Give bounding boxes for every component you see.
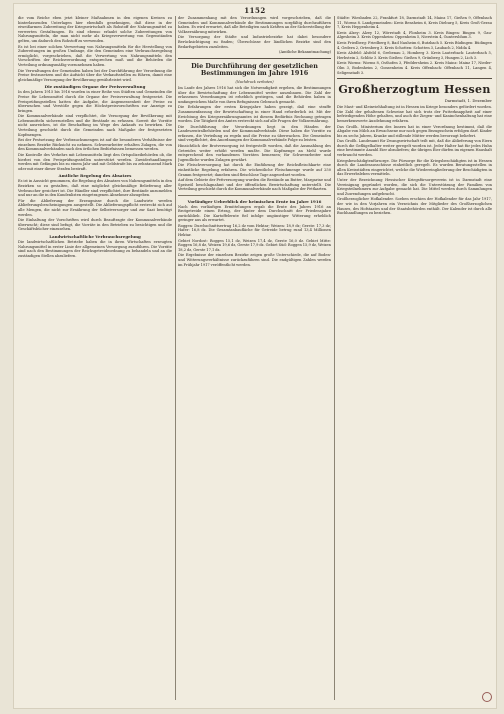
divider	[178, 195, 331, 196]
dateline: Darmstadt, 1. Dezember	[444, 98, 492, 104]
divider	[337, 78, 492, 79]
col1-paragraph: Für die Ablieferung der Erzeugnisse durch die Landwirte werden Ablieferungsbescheinigungen ausgestellt. Die Ablieferungspflicht erstreckt sich auf alle Mengen, die nicht zur Ernährung der Selbstversorger und zur Saat benötigt werden.	[18, 198, 172, 217]
column-3	[337, 16, 492, 700]
col1-paragraph: Die Verwaltungen der Gemeinden haben bei der Durchführung der Verordnung die Preise festzusetzen und die Aufsicht über die Verkaufsstellen zu führen, damit eine gleichmäßige Versorgung der Bevölkerung gewährleistet wird.	[18, 68, 172, 82]
col2-paragraph: Die Erfahrungen der ersten Kriegsjahre haben gezeigt, daß eine straffe Zusammenfassung der Bewirtschaftung in einer Hand erforderlich ist. Mit der Errichtung des Kriegsernährungsamtes ist diesem Bedürfnis Rechnung getragen worden. Die Tätigkeit des Amtes erstreckt sich auf alle Fragen der Volksernährung.	[178, 105, 331, 124]
col1-paragraph: Bei der Festsetzung der Verbrauchsmengen ist auf die besonderen Verhältnisse der einzelnen Bezirke Rücksicht zu nehmen. Schwerarbeiter erhalten Zulagen, die von den Kommunalverbänden nach den örtlichen Bedürfnissen bemessen werden.	[18, 138, 172, 152]
col3-item: Die Mast- und Kleinviehhaltung ist in Hessen im Kriege besonders gefördert worden. Die Zahl der gehaltenen Schweine hat sich trotz der Futterknappheit auf einer befriedigenden Höhe gehalten, und auch die Ziegen- und Kaninchenhaltung hat eine bemerkenswerte Ausdehnung erfahren.	[337, 105, 492, 123]
column-1	[18, 16, 172, 700]
col2-paragraph: Die Fleischversorgung hat durch die Einführung der Reichsfleischkarte eine einheitliche Regelung erfahren. Die wöchentliche Fleischmenge wurde auf 250 Gramm festgesetzt; daneben sind fleischlose Tage angeordnet worden.	[178, 163, 331, 177]
col3-paragraph: Kreis Friedberg: Friedberg 8, Bad Nauheim 6, Butzbach 5. Kreis Büdingen: Büdingen 4, Gedern 2, Ortenberg 3. Kreis Schotten: Schotten 3, Laubach 2, Nidda 4.	[337, 40, 492, 50]
page-number: 1152	[244, 6, 266, 15]
col3-item: Großherzoglicher Hofkalender. Soeben erschien der Hofkalender für das Jahr 1917, der wie in den Vorjahren ein Verzeichnis der Mitglieder des Großherzoglichen Hauses, des Hofstaates und der Staatsbehörden enthält. Der Kalender ist durch alle Buchhandlungen zu beziehen.	[337, 197, 492, 216]
col1-heading: Amtliche Regelung des Absatzes	[58, 173, 132, 179]
col1-paragraph: In den Jahren 1915 bis 1916 wurden in einer Reihe von Städten und Gemeinden die Preise für Lebensmittel durch die Organe der Preisverwaltung festgesetzt. Die Preisprüfungsstellen hatten die Aufgabe, die Angemessenheit der Preise zu überwachen und Verstöße gegen die Höchstpreisvorschriften zur Anzeige zu bringen.	[18, 90, 172, 113]
col2-paragraph: Im Laufe des Jahres 1916 hat sich die Notwendigkeit ergeben, die Bestimmungen über die Bewirtschaftung der Lebensmittel weiter auszubauen. Die Zahl der erlassenen Verordnungen ist erheblich gestiegen, und die Behörden haben in umfangreichem Maße von ihren Befugnissen Gebrauch gemacht.	[178, 85, 331, 104]
col3-item: Das Großh. Ministerium des Innern hat in einer Verordnung bestimmt, daß die Abgabe von Milch an Erwachsene nur noch gegen Bezugsschein erfolgen darf. Kinder bis zu sechs Jahren, Kranke und stillende Mütter werden bevorzugt beliefert.	[337, 124, 492, 138]
col1-paragraph: Die Einhaltung der Vorschriften wird durch Beauftragte der Kommunalverbände überwacht; diese sind befugt, die Vorräte in den Betrieben zu besichtigen und die Geschäftsbücher einzusehen.	[18, 218, 172, 232]
col1-paragraph: Die Kommunalverbände sind verpflichtet, die Versorgung der Bevölkerung mit Lebensmitteln sicherzustellen und die Bestände zu erfassen. Soweit die Vorräte nicht ausreichen, ist die Beschaffung im Wege des Ankaufs zu bewirken. Die Verteilung geschieht durch die Gemeinden nach Maßgabe der festgesetzten Kopfmengen.	[18, 114, 172, 137]
article-note: (Nachdruck verboten)	[235, 79, 274, 84]
col1-heading: Die zuständigen Organe der Preisverwaltung	[44, 84, 146, 90]
col2-paragraph: Gebiet Nordost: Roggen 15,1 dz, Weizen 17,4 dz, Gerste 16,0 dz. Gebiet Mitte: Roggen 16,8 dz, Weizen 19,6 dz, Gerste 17,9 dz. Gebiet Süd: Roggen 15,9 dz, Weizen 18,2 dz, Gerste 17,1 dz.	[178, 238, 331, 252]
col1-heading: Landwirtschaftliche Verbrauchsregelung	[49, 233, 141, 239]
col2-paragraph: der Zusammenhang mit den Verordnungen wird vorgeschrieben, daß die Gemeinden und Kommunalverbände die Bestimmungen sorgfältig durchzuführen haben. Es wird erwartet, daß alle Beteiligten nach Kräften an der Sicherstellung der Volksernährung mitwirken.	[178, 16, 331, 34]
col3-paragraph: Städte: Wiesbaden 22, Frankfurt 18, Darmstadt 14, Mainz 17, Gießen 9, Offenbach 11, Worms 8. Landgemeinden: Kreis Bensheim 6, Kreis Dieburg 5, Kreis Groß-Gerau 7, Kreis Heppenheim 4.	[337, 16, 492, 30]
section-title: Großherzogtum Hessen	[338, 83, 491, 97]
col2-paragraph: Hinsichtlich der Brotversorgung ist festgestellt worden, daß die Ausmahlung des Getreides weiter erhöht werden mußte. Die Kopfmenge an Mehl wurde entsprechend den vorhandenen Vorräten bemessen; für Schwerarbeiter und Jugendliche wurden Zulagen gewährt.	[178, 144, 331, 162]
col1-paragraph: Es ist bei einer solchen Verwertung von Nahrungsmitteln für die Herstellung von Zubereitungen im großen Umfange, die den Gemeinden eine Verbrauchsregelung ermöglicht, vorgeschrieben, daß die Verwertung von Nahrungsmitteln den Vorschriften der Reichsverordnung entsprechen muß und die Behörden die Verteilung ordnungsmäßig vorzunehmen haben.	[18, 44, 172, 67]
col1-paragraph: Es ist in Aussicht genommen, die Regelung des Absatzes von Nahrungsmitteln in den Bezirken so zu gestalten, daß eine möglichst gleichmäßige Belieferung aller Verbraucher gesichert ist. Die Händler sind verpflichtet, ihre Bestände anzumelden und nur an die in den Kundenlisten eingetragenen Abnehmer abzugeben.	[18, 179, 172, 198]
col2-paragraph: Die Ergebnisse der einzelnen Bezirke zeigen große Unterschiede, die auf Boden- und Witterungsverhältnisse zurückzuführen sind. Die endgültigen Zahlen werden im Frühjahr 1917 veröffentlicht werden.	[178, 253, 331, 267]
col1-paragraph: die vom Reiche eben jetzt kleiner Maßnahmen in den eigenen Kreisen zu hinterlassenden Unterlagen hier ebenfalls genehmigen, daß diese in der eiweißarmen Zubereitung der Kriegswirtschaft als Rohstoff der Nahrungsmittel zu verwerten Gestaltungen. Es sind ebenso erlaubt solche Zubereitungen von Nahrungsmitteln, die man nicht mehr als Kriegsverwertung von Gegenständen gelten, um dadurch den Rohstoff zu verwenden.	[18, 16, 172, 43]
col1-paragraph: Die landwirtschaftlichen Betriebe haben die in ihren Wirtschaften erzeugten Nahrungsmittel in erster Linie der allgemeinen Versorgung zuzuführen. Die Vorräte sind nach den Bestimmungen der Reichsgetreideordnung zu behandeln und an die zuständigen Stellen abzuliefern.	[18, 239, 172, 258]
column-2	[178, 16, 331, 700]
col3-paragraph: Kreis Worms: Worms 8, Osthofen 3, Pfeddersheim 2. Kreis Mainz: Mainz 17, Nieder-Olm 3, Bodenheim 2, Gonsenheim 4. Kreis Offenbach: Offenbach 11, Langen 4, Seligenstadt 3.	[337, 61, 492, 75]
col2-heading: Vorläufiger Ueberblick der heimischen Ernte im Jahre 1916	[187, 198, 322, 204]
col3-item: Unter der Bezeichnung Hessischer Kriegsfürsorgeverein ist in Darmstadt eine Vereinigung gegründet worden, die sich die Unterstützung der Familien von Kriegsteilnehmern zur Aufgabe gemacht hat. Die Mittel werden durch Sammlungen und Zuwendungen aufgebracht.	[337, 178, 492, 196]
column-rule	[175, 16, 176, 700]
col2-paragraph: Roggen: Durchschnittsertrag 16,2 dz vom Hektar; Weizen: 18,9 dz; Gerste: 17,3 dz; Hafer: 16,8 dz. Die Gesamtanbaufläche für Getreide betrug rund 13,4 Millionen Hektar.	[178, 223, 331, 238]
col2-paragraph: Die Versorgung der Städte und Industriebezirke hat dabei besondere Berücksichtigung zu finden; Überschüsse der ländlichen Bezirke sind den Bedarfsgebieten zuzuleiten.	[178, 35, 331, 49]
divider	[178, 58, 331, 59]
article-title: Die Durchführung der gesetzlichen Bestimmungen im Jahre 1916	[191, 61, 318, 78]
col2-paragraph: Auf dem Gebiete der Fettversorgung wurden die Bestände an Butter, Margarine und Speiseöl beschlagnahmt und der öffentlichen Bewirtschaftung unterstellt. Die Verteilung geschieht durch die Kommunalverbände nach Maßgabe der Fettkarten.	[178, 178, 331, 192]
col2-signature: (Amtliche Bekanntmachung)	[279, 50, 331, 55]
newspaper-page	[14, 4, 496, 708]
col3-item: Das Großh. Landesamt für Zwangswirtschaft teilt mit, daß die Ablieferung von Eiern durch die Geflügelhalter weiter geregelt worden ist. Jeder Halter hat für jedes Huhn eine bestimmte Anzahl Eier abzuliefern; die übrigen Eier dürfen im eigenen Haushalt verbraucht werden.	[337, 139, 492, 158]
col2-paragraph: Nach den vorläufigen Ermittelungen ergab die Ernte des Jahres 1916 an Brotgetreide einen Ertrag, der hinter dem Durchschnitt der Friedensjahre zurückblieb. Die Kartoffelernte fiel infolge ungünstiger Witterung erheblich geringer aus als erwartet.	[178, 204, 331, 223]
col3-paragraph: Kreis Alzey: Alzey 12, Wörrstadt 4, Flonheim 3. Kreis Bingen: Bingen 9, Gau-Algesheim 3. Kreis Oppenheim: Oppenheim 5, Nierstein 4, Guntersblum 3.	[337, 30, 492, 40]
col3-paragraph: Kreis Alsfeld: Alsfeld 6, Grebenau 2, Homberg 3. Kreis Lauterbach: Lauterbach 5, Herbstein 2, Schlitz 3. Kreis Gießen: Gießen 9, Grünberg 3, Hungen 2, Lich 3.	[337, 51, 492, 60]
col3-item: Kriegsbeschädigtenfürsorge. Die Fürsorge für die Kriegsbeschädigten ist in Hessen durch die Landesausschüsse einheitlich geregelt. Es wurden Beratungsstellen in allen Kreisstädten eingerichtet, welche die Wiedereingliederung der Beschädigten in das Erwerbsleben vermitteln.	[337, 158, 492, 177]
library-stamp	[482, 692, 492, 702]
col1-paragraph: Die Kontrolle des Verkehrs mit Lebensmitteln liegt den Ortspolizeibehörden ob, die hierbei von den Preisprüfungsstellen unterstützt werden. Zuwiderhandlungen werden mit Gefängnis bis zu einem Jahr und mit Geldstrafe bis zu zehntausend Mark oder mit einer dieser Strafen bestraft.	[18, 153, 172, 171]
col2-paragraph: Die Durchführung der Verordnungen liegt in den Händen der Landeszentralbehörden und der Kommunalverbände. Diese haben die Vorräte zu erfassen, die Verteilung zu regeln und die Preise zu überwachen. Die Gemeinden sind verpflichtet, den Anordnungen der Kommunalverbände Folge zu leisten.	[178, 124, 331, 143]
column-rule	[334, 16, 335, 700]
